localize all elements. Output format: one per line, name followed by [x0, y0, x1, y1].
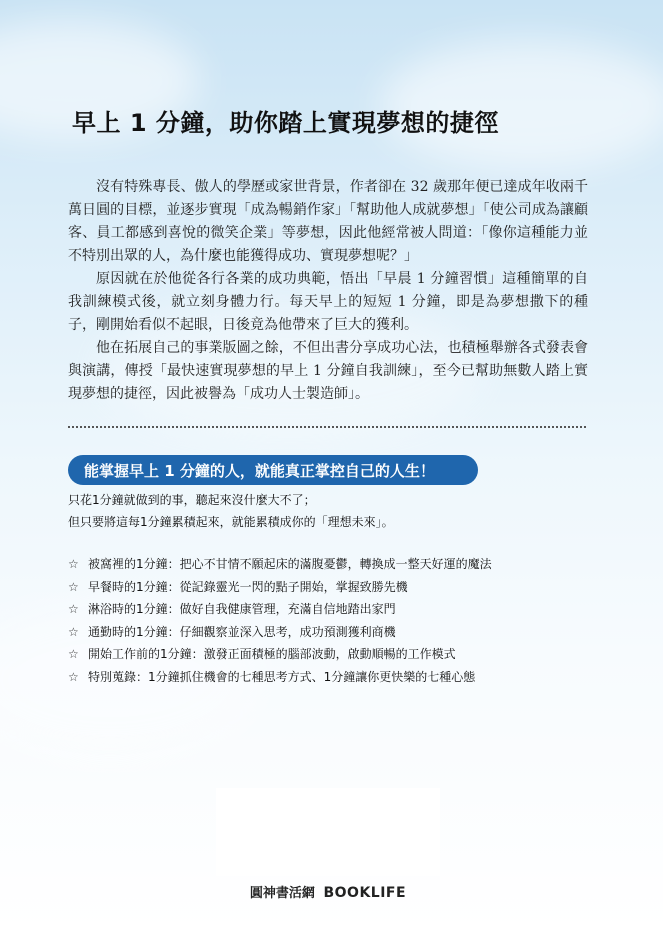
list-item [68, 666, 608, 689]
cloud-decoration [380, 40, 663, 170]
intro-line: 但只要將這每1分鐘累積起來，就能累積成你的「理想未來」。 [68, 515, 394, 529]
paragraph: 沒有特殊專長、傲人的學歷或家世背景，作者卻在 32 歲那年便已達成年收兩千萬日圓的目標，並逐步實現「成為暢銷作家」「幫助他人成就夢想」「使公司成為讓顧客、員工都感到喜悅的微笑企業」等夢想，因此他經常被人問道：「像你這種能力並不特別出眾的人，為什麼也能獲得成功、實現夢想呢？」 [68, 179, 588, 264]
list-item-text: 開始工作前的1分鐘：激發正面積極的腦部波動，啟動順暢的工作模式 [88, 647, 456, 661]
list-item [68, 621, 608, 644]
publisher-footer [216, 882, 440, 901]
list-item-text: 淋浴時的1分鐘：做好自我健康管理，充滿自信地踏出家門 [88, 602, 396, 616]
barcode-area [216, 788, 440, 876]
paragraph: 原因就在於他從各行各業的成功典範，悟出「早晨 1 分鐘習慣」這種簡單的自我訓練模式後，就立刻身體力行。每天早上的短短 1 分鐘，即是為夢想撒下的種子，剛開始看似不起眼，日後竟為他帶來了巨大的獲利。 [68, 271, 588, 333]
list-item-text: 通勤時的1分鐘：仔細觀察並深入思考，成功預測獲利商機 [88, 624, 396, 639]
list-item-text: 早餐時的1分鐘：從記錄靈光一閃的點子開始，掌握致勝先機 [88, 579, 408, 594]
highlight-banner [68, 455, 478, 485]
feature-list [68, 553, 608, 688]
star-icon: ☆ [68, 669, 79, 684]
list-item [68, 576, 608, 599]
description-body [68, 176, 588, 406]
banner-text: 能掌握早上 1 分鐘的人，就能真正掌控自己的人生！ [84, 461, 435, 480]
brand-logo: BOOKLIFE [323, 885, 407, 901]
star-icon: ☆ [68, 579, 79, 594]
list-item [68, 643, 608, 666]
intro-text [68, 489, 608, 533]
publisher-name: 圓神書活網 [249, 886, 315, 901]
list-item-text: 被窩裡的1分鐘：把心不甘情不願起床的滿腹憂鬱，轉換成一整天好運的魔法 [88, 557, 492, 571]
star-icon: ☆ [68, 557, 79, 571]
intro-line: 只花1分鐘就做到的事，聽起來沒什麼大不了； [68, 493, 316, 507]
list-item [68, 553, 608, 576]
star-icon: ☆ [68, 647, 79, 661]
star-icon: ☆ [68, 602, 79, 616]
star-icon: ☆ [68, 624, 79, 639]
dotted-divider [68, 426, 586, 428]
list-item [68, 598, 608, 621]
paragraph: 他在拓展自己的事業版圖之餘，不但出書分享成功心法，也積極舉辦各式發表會與演講，傳授「最快速實現夢想的早上 1 分鐘自我訓練」，至今已幫助無數人踏上實現夢想的捷徑，因此被譽為「成功人士製造師」。 [68, 340, 588, 402]
list-item-text: 特別蒐錄：1分鐘抓住機會的七種思考方式、1分鐘讓你更快樂的七種心態 [88, 669, 476, 684]
page-title: 早上 1 分鐘，助你踏上實現夢想的捷徑 [72, 109, 499, 137]
